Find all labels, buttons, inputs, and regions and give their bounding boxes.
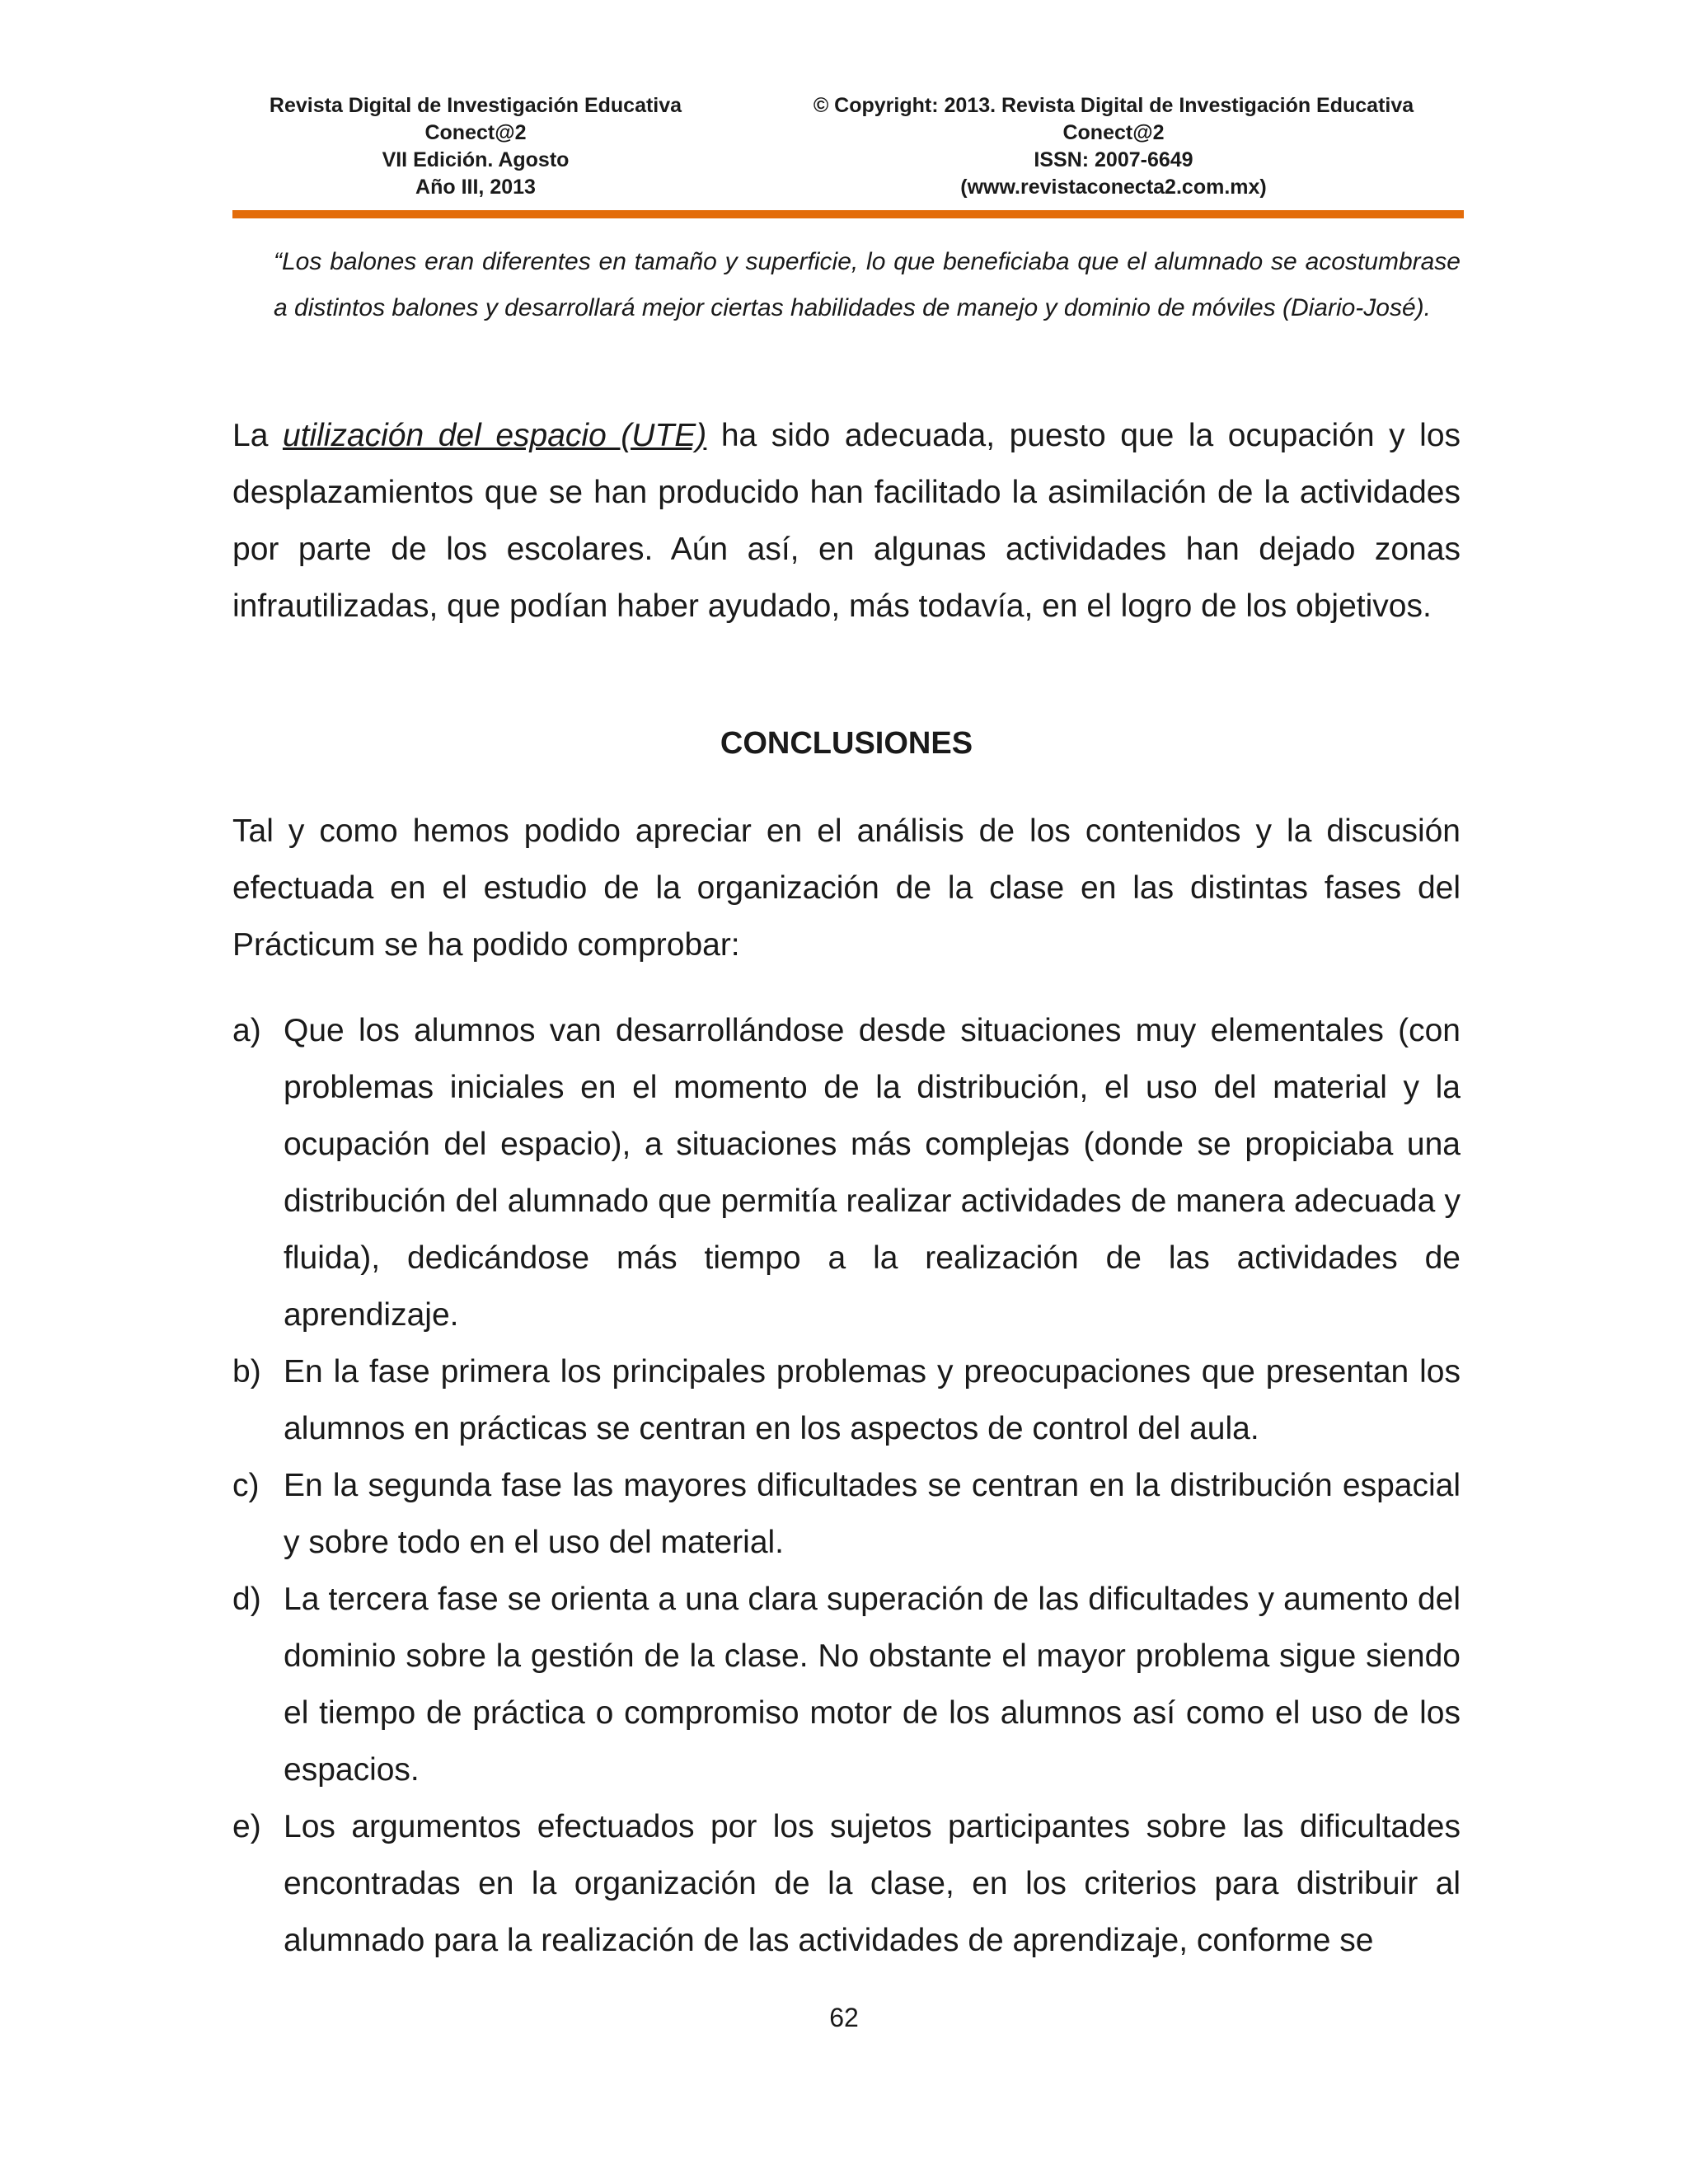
- list-item-text: En la segunda fase las mayores dificultades se centran en la distribución espacial y sobre todo en el uso del material.: [284, 1468, 1461, 1560]
- header-divider: [232, 210, 1464, 218]
- issn: ISSN: 2007-6649: [1034, 148, 1193, 171]
- list-item: [232, 1798, 1461, 1969]
- journal-edition: VII Edición. Agosto: [382, 148, 570, 171]
- list-marker: c): [232, 1468, 260, 1503]
- journal-title: Revista Digital de Investigación Educativa: [269, 94, 682, 117]
- list-item-text: En la fase primera los principales problemas y preocupaciones que presentan los alumnos en prácticas se centran en los aspectos de control del aula.: [284, 1354, 1461, 1446]
- journal-website: (www.revistaconecta2.com.mx): [960, 176, 1267, 199]
- emphasis-term: utilización del espacio (UTE): [282, 418, 707, 453]
- journal-year: Año III, 2013: [415, 176, 536, 199]
- section-heading: CONCLUSIONES: [720, 726, 973, 761]
- page-number: 62: [829, 2003, 859, 2032]
- list-marker: e): [232, 1809, 261, 1844]
- paragraph-conclusions-intro: Tal y como hemos podido apreciar en el análisis de los contenidos y la discusión efectuada en el estudio de la organización de la clase en las distintas fases del Prácticum se ha podido comprobar:: [232, 813, 1461, 963]
- journal-name: Conect@2: [424, 121, 527, 144]
- copyright-journal-name: Conect@2: [1062, 121, 1165, 144]
- paragraph-space-usage: [232, 407, 1461, 635]
- conclusions-list: [232, 1002, 1461, 1969]
- list-item-text: Los argumentos efectuados por los sujetos participantes sobre las dificultades encontradas en la organización de la clase, en los criterios para distribuir al alumnado para la realización de las actividades de aprendizaje, conforme se: [284, 1809, 1461, 1958]
- journal-info: [232, 92, 719, 201]
- block-quote: “Los balones eran diferentes en tamaño y superficie, lo que beneficiaba que el alumnado se acostumbrase a distintos balones y desarrollará mejor ciertas habilidades de manejo y dominio de móviles (Diario-José).: [274, 248, 1461, 321]
- list-item: [232, 1457, 1461, 1571]
- list-item-text: Que los alumnos van desarrollándose desde situaciones muy elementales (con problemas iniciales en el momento de la distribución, el uso del material y la ocupación del espacio), a situaciones más complejas (donde se propiciaba una distribución del alumnado que permitía realizar actividades de manera adecuada y fluida), dedicándose más tiempo a la realización de las actividades de aprendizaje.: [284, 1013, 1461, 1333]
- list-item: [232, 1571, 1461, 1798]
- page-header: [232, 92, 1464, 214]
- list-item: [232, 1343, 1461, 1457]
- copyright-line: © Copyright: 2013. Revista Digital de Investigación Educativa: [813, 94, 1414, 117]
- list-item-text: La tercera fase se orienta a una clara superación de las dificultades y aumento del dominio sobre la gestión de la clase. No obstante el mayor problema sigue siendo el tiempo de práctica o compromiso motor de los alumnos así como el uso de los espacios.: [284, 1582, 1461, 1788]
- list-item: [232, 1002, 1461, 1343]
- list-marker: d): [232, 1582, 261, 1617]
- copyright-info: [763, 92, 1464, 201]
- list-marker: b): [232, 1354, 261, 1390]
- list-marker: a): [232, 1013, 261, 1048]
- paragraph-rest: ha sido adecuada, puesto que la ocupación y los desplazamientos que se han producido han facilitado la asimilación de la actividades por parte de los escolares. Aún así, en algunas actividades han dejado zonas infrautilizadas, que podían haber ayudado, más todavía, en el logro de los objetivos.: [232, 418, 1461, 624]
- paragraph-lead: La: [232, 418, 283, 453]
